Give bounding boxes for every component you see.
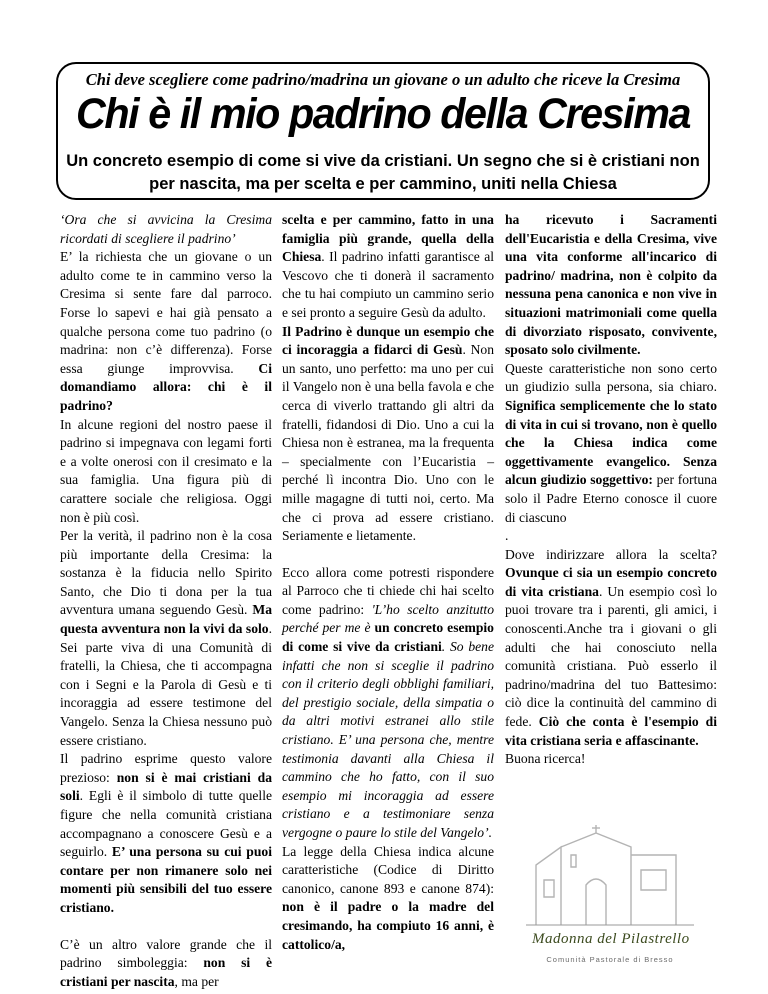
col2-bold: scelta e per cammino,	[282, 212, 416, 227]
col1-bold: Ci domandiamo allora: chi è il padrino?	[60, 360, 272, 413]
col1-text: In alcune regioni del nostro paese il padrino si impegnava con legami forti e a volte onerosi con il cresimato e la sua famiglia. Una figura più di carattere sociale che religiosa. Oggi non è più così.	[60, 416, 272, 525]
col3-text: Dove indirizzare allora la scelta?	[505, 546, 717, 562]
logo-name: Madonna del Pilastrello	[532, 931, 690, 947]
logo-subtitle: Comunità Pastorale di Bresso	[546, 955, 674, 964]
col3-text: . Un esempio così lo puoi trovare tra i parenti, gli amici, i conoscenti.Anche tra i giovani o gli adulti che hai conosciuto nella comunità cristiana. Può esserlo il padrino/madrina del tuo Battesimo: ciò dice la continuità del cammino di fede.	[505, 583, 717, 730]
col3-text: per fortuna solo il Padre Eterno conosce il cuore di ciascuno	[505, 472, 717, 525]
col1-bold: E’ una persona su cui puoi contare per non rimanere solo nei momenti più sensibili del tuo essere cristiano.	[60, 844, 272, 915]
col3-bold: ha ricevuto i Sacramenti dell'Eucaristia e della Cresima, vive una vita conforme all'incarico di padrino/ madrina, non è colpito da nessuna pena canonica e non vive in situazioni matrimoniali come quella di divorziato risposato, convivente, sposato solo civilmente.	[505, 212, 717, 358]
col2-italic: . So bene infatti che non si sceglie il padrino con il criterio degli obblighi familiari, del prestigio sociale, della simpatia o da altri motivi estranei allo stile cristiano. E’ una persona che, mentre testimonia davanti alla Chiesa il cammino che ho fatto, con il suo esempio mi incoraggia ad essere cristiano e a testimoniare senza vergogne o paure lo stile del Vangelo’.	[282, 639, 494, 840]
header-kicker: Chi deve scegliere come padrino/madrina un giovane o un adulto che riceve la Cresima	[85, 70, 681, 89]
col2-text: La legge della Chiesa indica alcune caratteristiche (Codice di Diritto canonico, canone 893 e canone 874):	[282, 843, 494, 896]
col2-bold: fatto in una famiglia più grande, quella della Chiesa	[282, 212, 494, 265]
column-1	[60, 211, 272, 991]
col2-text: . Il padrino infatti garantisce al Vescovo che ti donerà il sacramento che tu hai compiuto un cammino serio e sei pronto a seguire Gesù da adulto.	[282, 249, 494, 320]
col2-italic: 'L’ho scelto anzitutto perché per me è	[282, 601, 494, 636]
col3-bold: Ovunque ci sia un esempio concreto di vita cristiana	[505, 565, 717, 599]
col1-bold: Ma questa avventura non la vivi da solo	[60, 602, 272, 637]
col1-text: . Sei parte viva di una Comunità di fratelli, la Chiesa, che ti accompagna con i Segni e la Parola di Gesù e ti incoraggia ad essere testimone del Vangelo. Senza la Chiesa nessuno può essere cristiano.	[60, 621, 272, 748]
column-2	[282, 211, 494, 954]
col2-bold: un concreto esempio di come si vive da cristiani	[282, 620, 494, 655]
intro-quote: ‘Ora che si avvicina la Cresima ricordati di scegliere il padrino’	[60, 212, 272, 246]
col1-text: E’ la richiesta che un giovane o un adulto come te in cammino verso la Cresima si sente fare dal parroco. Forse lo sapevi e hai già pensato a qualche persona come tuo padrino (o madrina: non c’è differenza). Forse essa giunge improvvisa.	[60, 249, 272, 376]
page-subtitle: Un concreto esempio di come si vive da cristiani. Un segno che si è cristiani non per nascita, ma per scelta e per cammino, uniti nella Chiesa	[66, 152, 700, 193]
col2-bold: non è il padre o la madre del cresimando, ha compiuto 16 anni, è cattolico/a,	[282, 899, 494, 952]
header-box	[56, 62, 710, 200]
col1-text: , ma per	[174, 973, 219, 989]
closing-text: Buona ricerca!	[505, 751, 586, 767]
col1-text: C’è un altro valore grande che il padrino simboleggia:	[60, 936, 272, 971]
col1-text: Per la verità, il padrino non è la cosa più importante della Cresima: la sostanza è la fiducia nello Spirito Santo, che Dio ti dona per la tua avventura umana seguendo Gesù.	[60, 528, 272, 618]
column-3	[505, 211, 717, 769]
page-title: Chi è il mio padrino della Cresima	[76, 90, 690, 138]
col2-text: . Non un santo, uno perfetto: ma uno per cui il Vangelo non è una bella favola e che cerca di viverlo trattando gli altri da fratelli, fidandosi di Dio. Uno a cui la Chiesa non è estranea, ma la frequenta – specialmente con l’Eucaristia – perché lì incontra Dio. Uno con le mille magagne di tutti noi, certo. Ma che ci prova ad essere cristiano. Seriamente e lietamente.	[282, 342, 494, 544]
col1-text: . Egli è il simbolo di tutte quelle figure che nella comunità cristiana accompagnano a conoscere Gesù e a seguirlo.	[60, 788, 272, 860]
col3-bold: Ciò che conta è l'esempio di vita cristiana seria e affascinante.	[505, 714, 717, 748]
col3-text: .	[505, 528, 509, 544]
col1-bold: non si è cristiani per nascita	[60, 955, 272, 989]
col1-text: Il padrino esprime questo valore prezioso:	[60, 751, 272, 785]
col3-text: Queste caratteristiche non sono certo un giudizio sulla persona, sia chiaro.	[505, 360, 717, 395]
parish-logo	[516, 825, 702, 977]
col2-text: Ecco allora come potresti rispondere al Parroco che ti chiede chi hai scelto come padrino:	[282, 564, 494, 617]
col3-bold: Significa semplicemente che lo stato di vita in cui si trovano, non è quello che la Chiesa indica come oggettivamente evangelico. Senza alcun giudizio soggettivo:	[505, 397, 717, 488]
col2-bold: Il Padrino è dunque un esempio che ci incoraggia a fidarci di Gesù	[282, 323, 494, 358]
col1-bold: non si è mai cristiani da soli	[60, 769, 272, 804]
